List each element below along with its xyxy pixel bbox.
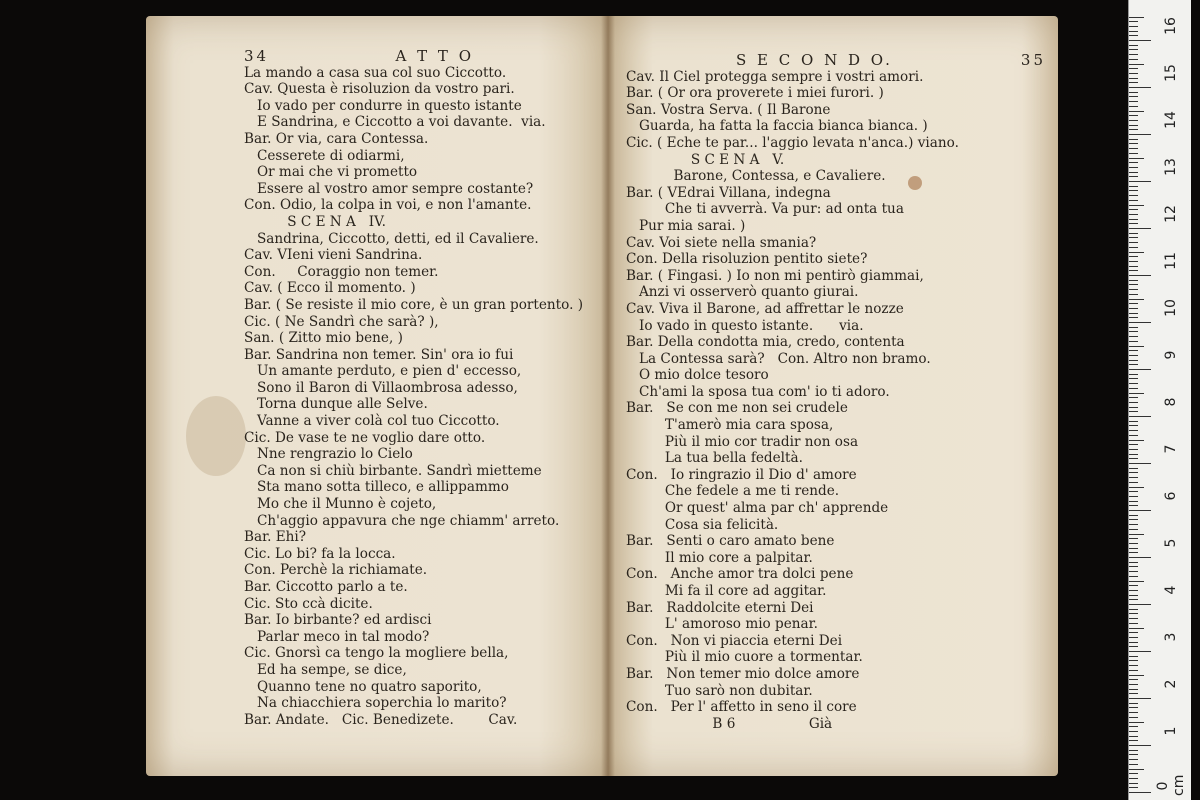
- text-line: Nne rengrazio lo Cielo: [244, 446, 413, 463]
- running-head: A T T O: [395, 47, 474, 65]
- ruler-tick: [1129, 712, 1138, 713]
- ruler-tick: [1129, 397, 1138, 398]
- ruler-tick: [1129, 646, 1138, 647]
- ruler-tick: [1129, 736, 1138, 737]
- ruler-tick: [1129, 120, 1138, 121]
- ruler-tick: [1129, 609, 1138, 610]
- ruler-tick: [1129, 45, 1138, 46]
- ruler-tick: [1129, 331, 1138, 332]
- ruler-tick: [1129, 64, 1144, 65]
- ruler-tick: [1129, 773, 1138, 774]
- ruler-tick: [1129, 388, 1138, 389]
- paper-stain: [186, 396, 246, 476]
- text-line: Bar. ( Or ora proverete i miei furori. ): [626, 85, 884, 102]
- ruler-tick: [1129, 576, 1138, 577]
- text-line: Bar. Or via, cara Contessa.: [244, 130, 429, 147]
- ruler-tick: [1129, 557, 1151, 558]
- ruler-tick: [1129, 693, 1138, 694]
- ruler-tick: [1129, 707, 1138, 708]
- text-line: Cav. VIeni vieni Sandrina.: [244, 247, 423, 264]
- ruler-tick: [1129, 571, 1138, 572]
- ruler-tick: [1129, 294, 1138, 295]
- ruler-tick: [1129, 425, 1138, 426]
- ruler-number: 6: [1163, 491, 1179, 501]
- ruler-tick: [1129, 637, 1138, 638]
- ruler-tick: [1129, 162, 1138, 163]
- ruler-tick: [1129, 534, 1144, 535]
- text-line: Cav. Viva il Barone, ad affrettar le nozze: [626, 300, 904, 317]
- text-line: Ca non si chiù birbante. Sandrì mietteme: [244, 462, 542, 479]
- ruler-tick: [1129, 275, 1151, 276]
- book-gutter: [601, 16, 615, 776]
- ruler-tick: [1129, 595, 1138, 596]
- ruler-tick: [1129, 642, 1138, 643]
- ruler-tick: [1129, 468, 1138, 469]
- ruler-tick: [1129, 783, 1138, 784]
- ruler-tick: [1129, 632, 1138, 633]
- ruler-tick: [1129, 769, 1144, 770]
- ruler-tick: [1129, 31, 1138, 32]
- ruler-tick: [1129, 322, 1151, 323]
- text-line: Cav. ( Ecco il momento. ): [244, 280, 416, 297]
- ruler-tick: [1129, 200, 1138, 201]
- ruler-number: 12: [1163, 205, 1179, 223]
- text-line: Con. Coraggio non temer.: [244, 263, 439, 280]
- text-line: La mando a casa sua col suo Ciccotto.: [244, 64, 507, 81]
- text-line: Cic. De vase te ne voglio dare otto.: [244, 429, 486, 446]
- text-line: Bar. Non temer mio dolce amore: [626, 665, 860, 682]
- ruler-tick: [1129, 73, 1138, 74]
- page-number: 35: [1020, 51, 1046, 69]
- text-line: Con. Anche amor tra dolci pene: [626, 566, 854, 583]
- ruler-tick: [1129, 496, 1138, 497]
- text-line: Con. Per l' affetto in seno il core: [626, 699, 857, 716]
- text-line: La tua bella fedeltà.: [626, 450, 803, 467]
- text-line: Io vado per condurre in questo istante: [244, 97, 522, 114]
- ruler-number: 8: [1163, 397, 1179, 407]
- ruler-tick: [1129, 745, 1151, 746]
- ruler-tick: [1129, 364, 1138, 365]
- ruler-tick: [1129, 599, 1138, 600]
- ruler-tick: [1129, 472, 1138, 473]
- text-line: Cic. Lo bi? fa la locca.: [244, 545, 396, 562]
- ruler-tick: [1129, 411, 1138, 412]
- ruler-tick: [1129, 256, 1138, 257]
- text-line: Ed ha sempe, se dice,: [244, 661, 407, 678]
- ruler-tick: [1129, 190, 1138, 191]
- ruler-tick: [1129, 327, 1138, 328]
- text-line: Bar. Senti o caro amato bene: [626, 533, 835, 550]
- text-line: Ch'aggio appavura che nge chiamm' arreto.: [244, 512, 560, 529]
- text-line: Anzi vi osserverò quanto giurai.: [626, 284, 859, 301]
- ruler-tick: [1129, 449, 1138, 450]
- ruler-tick: [1129, 54, 1138, 55]
- ruler-number: 1: [1163, 726, 1179, 736]
- ruler-tick: [1129, 247, 1138, 248]
- ruler-tick: [1129, 341, 1138, 342]
- ruler-tick: [1129, 172, 1138, 173]
- ruler-tick: [1129, 698, 1151, 699]
- ruler-tick: [1129, 209, 1138, 210]
- text-line: Con. Non vi piaccia eterni Dei: [626, 632, 843, 649]
- text-line: Ch'ami la sposa tua com' io ti adoro.: [626, 383, 890, 400]
- text-line: Quanno tene no quatro saporito,: [244, 678, 482, 695]
- text-line: Pur mia sarai. ): [626, 217, 746, 234]
- ruler-tick: [1129, 336, 1138, 337]
- ruler-tick: [1129, 139, 1138, 140]
- ruler-tick: [1129, 129, 1138, 130]
- text-line: Bar. ( Se resiste il mio core, è un gran portento. ): [244, 296, 584, 313]
- ruler-number: 0 cm: [1155, 774, 1187, 796]
- ruler-number: 11: [1163, 252, 1179, 270]
- ruler-tick: [1129, 548, 1138, 549]
- ruler-tick: [1129, 35, 1138, 36]
- ruler-tick: [1129, 618, 1138, 619]
- text-line: Bar. ( Fingasi. ) Io non mi pentirò giammai,: [626, 267, 924, 284]
- ruler-tick: [1129, 778, 1138, 779]
- ruler-tick: [1129, 665, 1138, 666]
- text-line: Mi fa il core ad aggitar.: [626, 583, 827, 599]
- measuring-ruler: [1128, 0, 1191, 800]
- ruler-tick: [1129, 350, 1138, 351]
- ruler-tick: [1129, 26, 1138, 27]
- ruler-tick: [1129, 703, 1138, 704]
- text-line: Sandrina, Ciccotto, detti, ed il Cavaliere.: [244, 230, 539, 247]
- ruler-tick: [1129, 477, 1138, 478]
- ruler-tick: [1129, 299, 1144, 300]
- text-line: Bar. Sandrina non temer. Sin' ora io fui: [244, 346, 514, 363]
- ruler-tick: [1129, 482, 1138, 483]
- text-line: Cic. ( Ne Sandrì che sarà? ),: [244, 313, 439, 330]
- text-line: Cav. Voi siete nella smania?: [626, 234, 817, 251]
- text-line: Or quest' alma par ch' apprende: [626, 500, 889, 517]
- text-line: E Sandrina, e Ciccotto a voi davante. via.: [244, 114, 546, 131]
- ruler-tick: [1129, 87, 1151, 88]
- ruler-tick: [1129, 148, 1138, 149]
- text-line: La Contessa sarà? Con. Altro non bramo.: [626, 350, 931, 367]
- ruler-number: 4: [1163, 585, 1179, 595]
- ruler-tick: [1129, 68, 1138, 69]
- ruler-tick: [1129, 115, 1138, 116]
- text-line: Con. Odio, la colpa in voi, e non l'amante.: [244, 197, 532, 214]
- ruler-tick: [1129, 369, 1151, 370]
- text-line: Il mio core a palpitar.: [626, 549, 813, 566]
- text-line: Io vado in questo istante. via.: [626, 317, 864, 334]
- text-line: O mio dolce tesoro: [626, 367, 769, 384]
- ruler-tick: [1129, 731, 1138, 732]
- ruler-tick: [1129, 487, 1144, 488]
- text-line: Con. Io ringrazio il Dio d' amore: [626, 466, 857, 483]
- ruler-tick: [1129, 289, 1138, 290]
- ruler-tick: [1129, 524, 1138, 525]
- ruler-tick: [1129, 421, 1138, 422]
- ruler-number: 14: [1163, 111, 1179, 129]
- ruler-tick: [1129, 440, 1144, 441]
- text-line: Bar. ( VEdrai Villana, indegna: [626, 184, 831, 201]
- ruler-tick: [1129, 501, 1138, 502]
- text-line: San. ( Zitto mio bene, ): [244, 330, 403, 347]
- ruler-tick: [1129, 317, 1138, 318]
- ruler-tick: [1129, 308, 1138, 309]
- text-line: Bar. Ciccotto parlo a te.: [244, 579, 408, 595]
- ruler-tick: [1129, 675, 1144, 676]
- ruler-tick: [1129, 158, 1144, 159]
- ruler-tick: [1129, 538, 1138, 539]
- ruler-tick: [1129, 125, 1138, 126]
- ruler-tick: [1129, 78, 1138, 79]
- text-line: Vanne a viver colà col tuo Ciccotto.: [244, 413, 500, 430]
- ruler-tick: [1129, 111, 1144, 112]
- ruler-tick: [1129, 722, 1144, 723]
- ruler-number: 16: [1163, 17, 1179, 35]
- ruler-tick: [1129, 313, 1138, 314]
- ruler-tick: [1129, 604, 1151, 605]
- ruler-number: 13: [1163, 158, 1179, 176]
- left-lines: [244, 65, 594, 729]
- ruler-tick: [1129, 416, 1151, 417]
- text-line: Cosa sia felicità.: [626, 516, 779, 533]
- ruler-tick: [1129, 759, 1138, 760]
- ruler-tick: [1129, 280, 1138, 281]
- text-line: Parlar meco in tal modo?: [244, 628, 430, 645]
- text-line: Tuo sarò non dubitar.: [626, 682, 813, 699]
- page-number: 34: [244, 47, 270, 65]
- ruler-tick: [1129, 458, 1138, 459]
- ruler-number: 10: [1163, 299, 1179, 317]
- ruler-tick: [1129, 670, 1138, 671]
- text-line: B 6 Già: [626, 715, 833, 732]
- text-line: Bar. Raddolcite eterni Dei: [626, 599, 814, 616]
- ruler-tick: [1129, 242, 1138, 243]
- right-lines: [626, 69, 1046, 733]
- ruler-tick: [1129, 374, 1138, 375]
- ruler-tick: [1129, 360, 1138, 361]
- ruler-tick: [1129, 628, 1144, 629]
- ruler-tick: [1129, 195, 1138, 196]
- ruler-tick: [1129, 303, 1138, 304]
- right-page-text: [626, 52, 1046, 732]
- text-line: Torna dunque alle Selve.: [244, 396, 428, 413]
- ruler-tick: [1129, 219, 1138, 220]
- open-book: [146, 16, 1058, 776]
- ruler-tick: [1129, 660, 1138, 661]
- text-line: Cic. Sto ccà dicite.: [244, 595, 373, 612]
- ruler-tick: [1129, 463, 1151, 464]
- text-line: T'amerò mia cara sposa,: [626, 417, 834, 434]
- ruler-tick: [1129, 346, 1144, 347]
- ruler-tick: [1129, 407, 1138, 408]
- text-line: Più il mio cuore a tormentar.: [626, 649, 863, 666]
- ruler-tick: [1129, 717, 1138, 718]
- ruler-tick: [1129, 176, 1138, 177]
- ruler-tick: [1129, 581, 1144, 582]
- text-line: Con. Della risoluzion pentito siete?: [626, 251, 868, 268]
- ruler-tick: [1129, 96, 1138, 97]
- running-head: S E C O N D O.: [736, 51, 893, 69]
- text-line: Essere al vostro amor sempre costante?: [244, 180, 534, 197]
- text-line: Cic. ( Eche te par... l'aggio levata n'anca.) viano.: [626, 134, 959, 151]
- ruler-tick: [1129, 355, 1138, 356]
- ruler-number: 2: [1163, 679, 1179, 689]
- text-line: Bar. Andate. Cic. Benedizete. Cav.: [244, 711, 518, 728]
- ruler-tick: [1129, 590, 1138, 591]
- text-line: Bar. Ehi?: [244, 529, 307, 546]
- text-line: S C E N A V.: [626, 151, 785, 168]
- text-line: Sono il Baron di Villaombrosa adesso,: [244, 379, 518, 396]
- ruler-tick: [1129, 764, 1138, 765]
- ruler-tick: [1129, 740, 1138, 741]
- text-line: S C E N A IV.: [244, 213, 386, 230]
- ruler-tick: [1129, 393, 1144, 394]
- ruler-tick: [1129, 684, 1138, 685]
- ruler-tick: [1129, 651, 1151, 652]
- ruler-tick: [1129, 106, 1138, 107]
- right-page: [608, 16, 1058, 776]
- ruler-tick: [1129, 101, 1138, 102]
- ruler-tick: [1129, 153, 1138, 154]
- ruler-tick: [1129, 214, 1138, 215]
- ruler-tick: [1129, 552, 1138, 553]
- text-line: Bar. Io birbante? ed ardisci: [244, 612, 432, 629]
- left-page: [146, 16, 608, 776]
- ruler-tick: [1129, 623, 1138, 624]
- ruler-tick: [1129, 261, 1138, 262]
- ruler-number: 9: [1163, 350, 1179, 360]
- text-line: Con. Perchè la richiamate.: [244, 562, 428, 579]
- ruler-tick: [1129, 613, 1138, 614]
- ruler-tick: [1129, 491, 1138, 492]
- text-line: Na chiacchiera soperchia lo marito?: [244, 695, 507, 712]
- ruler-tick: [1129, 134, 1151, 135]
- ruler-tick: [1129, 284, 1138, 285]
- text-line: Cav. Questa è risoluzion da vostro pari.: [244, 81, 515, 98]
- ruler-tick: [1129, 519, 1138, 520]
- ruler-tick: [1129, 585, 1138, 586]
- ruler-tick: [1129, 186, 1138, 187]
- ruler-tick: [1129, 505, 1138, 506]
- ruler-tick: [1129, 454, 1138, 455]
- ruler-tick: [1129, 515, 1138, 516]
- text-line: Guarda, ha fatta la faccia bianca bianca. ): [626, 118, 928, 135]
- ruler-tick: [1129, 754, 1138, 755]
- text-line: San. Vostra Serva. ( Il Barone: [626, 101, 831, 118]
- ruler-tick: [1129, 430, 1138, 431]
- ruler-tick: [1129, 40, 1151, 41]
- ruler-number: 5: [1163, 538, 1179, 548]
- ruler-tick: [1129, 21, 1138, 22]
- ruler-tick: [1129, 510, 1151, 511]
- ruler-tick: [1129, 378, 1138, 379]
- ruler-tick: [1129, 656, 1138, 657]
- text-line: Un amante perduto, e pien d' eccesso,: [244, 363, 522, 380]
- ruler-tick: [1129, 237, 1138, 238]
- text-line: Sta mano sotta tilleco, e allippammo: [244, 479, 509, 496]
- ruler-tick: [1129, 402, 1138, 403]
- ruler-tick: [1129, 82, 1138, 83]
- ruler-tick: [1129, 49, 1138, 50]
- left-page-header: [244, 48, 594, 65]
- text-line: Barone, Contessa, e Cavaliere.: [626, 168, 886, 185]
- ruler-tick: [1129, 679, 1138, 680]
- text-line: Or mai che vi prometto: [244, 164, 418, 181]
- ruler-tick: [1129, 228, 1151, 229]
- text-line: Cav. Il Ciel protegga sempre i vostri amori.: [626, 68, 924, 85]
- ruler-tick: [1129, 529, 1138, 530]
- ruler-tick: [1129, 792, 1151, 793]
- ruler-tick: [1129, 726, 1138, 727]
- ruler-tick: [1129, 181, 1151, 182]
- ruler-tick: [1129, 252, 1144, 253]
- text-line: Mo che il Munno è cojeto,: [244, 496, 437, 513]
- ruler-tick: [1129, 566, 1138, 567]
- ruler-tick: [1129, 444, 1138, 445]
- ruler-tick: [1129, 266, 1138, 267]
- text-line: Cesserete di odiarmi,: [244, 147, 405, 164]
- right-page-header: [626, 52, 1046, 69]
- text-line: Cic. Gnorsì ca tengo la mogliere bella,: [244, 645, 509, 662]
- ruler-number: 15: [1163, 64, 1179, 82]
- ruler-tick: [1129, 543, 1138, 544]
- ruler-tick: [1129, 233, 1138, 234]
- ruler-tick: [1129, 689, 1138, 690]
- ruler-tick: [1129, 383, 1138, 384]
- ruler-tick: [1129, 92, 1138, 93]
- ruler-tick: [1129, 167, 1138, 168]
- ruler-number: 3: [1163, 632, 1179, 642]
- text-line: Che fedele a me ti rende.: [626, 483, 840, 500]
- text-line: Più il mio cor tradir non osa: [626, 433, 859, 450]
- left-page-text: [244, 48, 594, 728]
- ruler-tick: [1129, 143, 1138, 144]
- text-line: L' amoroso mio penar.: [626, 616, 818, 633]
- ruler-tick: [1129, 562, 1138, 563]
- ruler-tick: [1129, 270, 1138, 271]
- ruler-tick: [1129, 750, 1138, 751]
- ruler-tick: [1129, 223, 1138, 224]
- ruler-tick: [1129, 205, 1144, 206]
- ruler-tick: [1129, 787, 1138, 788]
- ruler-tick: [1129, 17, 1144, 18]
- text-line: Bar. Se con me non sei crudele: [626, 400, 848, 417]
- text-line: Bar. Della condotta mia, credo, contenta: [626, 334, 905, 351]
- ruler-number: 7: [1163, 444, 1179, 454]
- ruler-tick: [1129, 59, 1138, 60]
- ruler-tick: [1129, 435, 1138, 436]
- text-line: Che ti avverrà. Va pur: ad onta tua: [626, 201, 904, 218]
